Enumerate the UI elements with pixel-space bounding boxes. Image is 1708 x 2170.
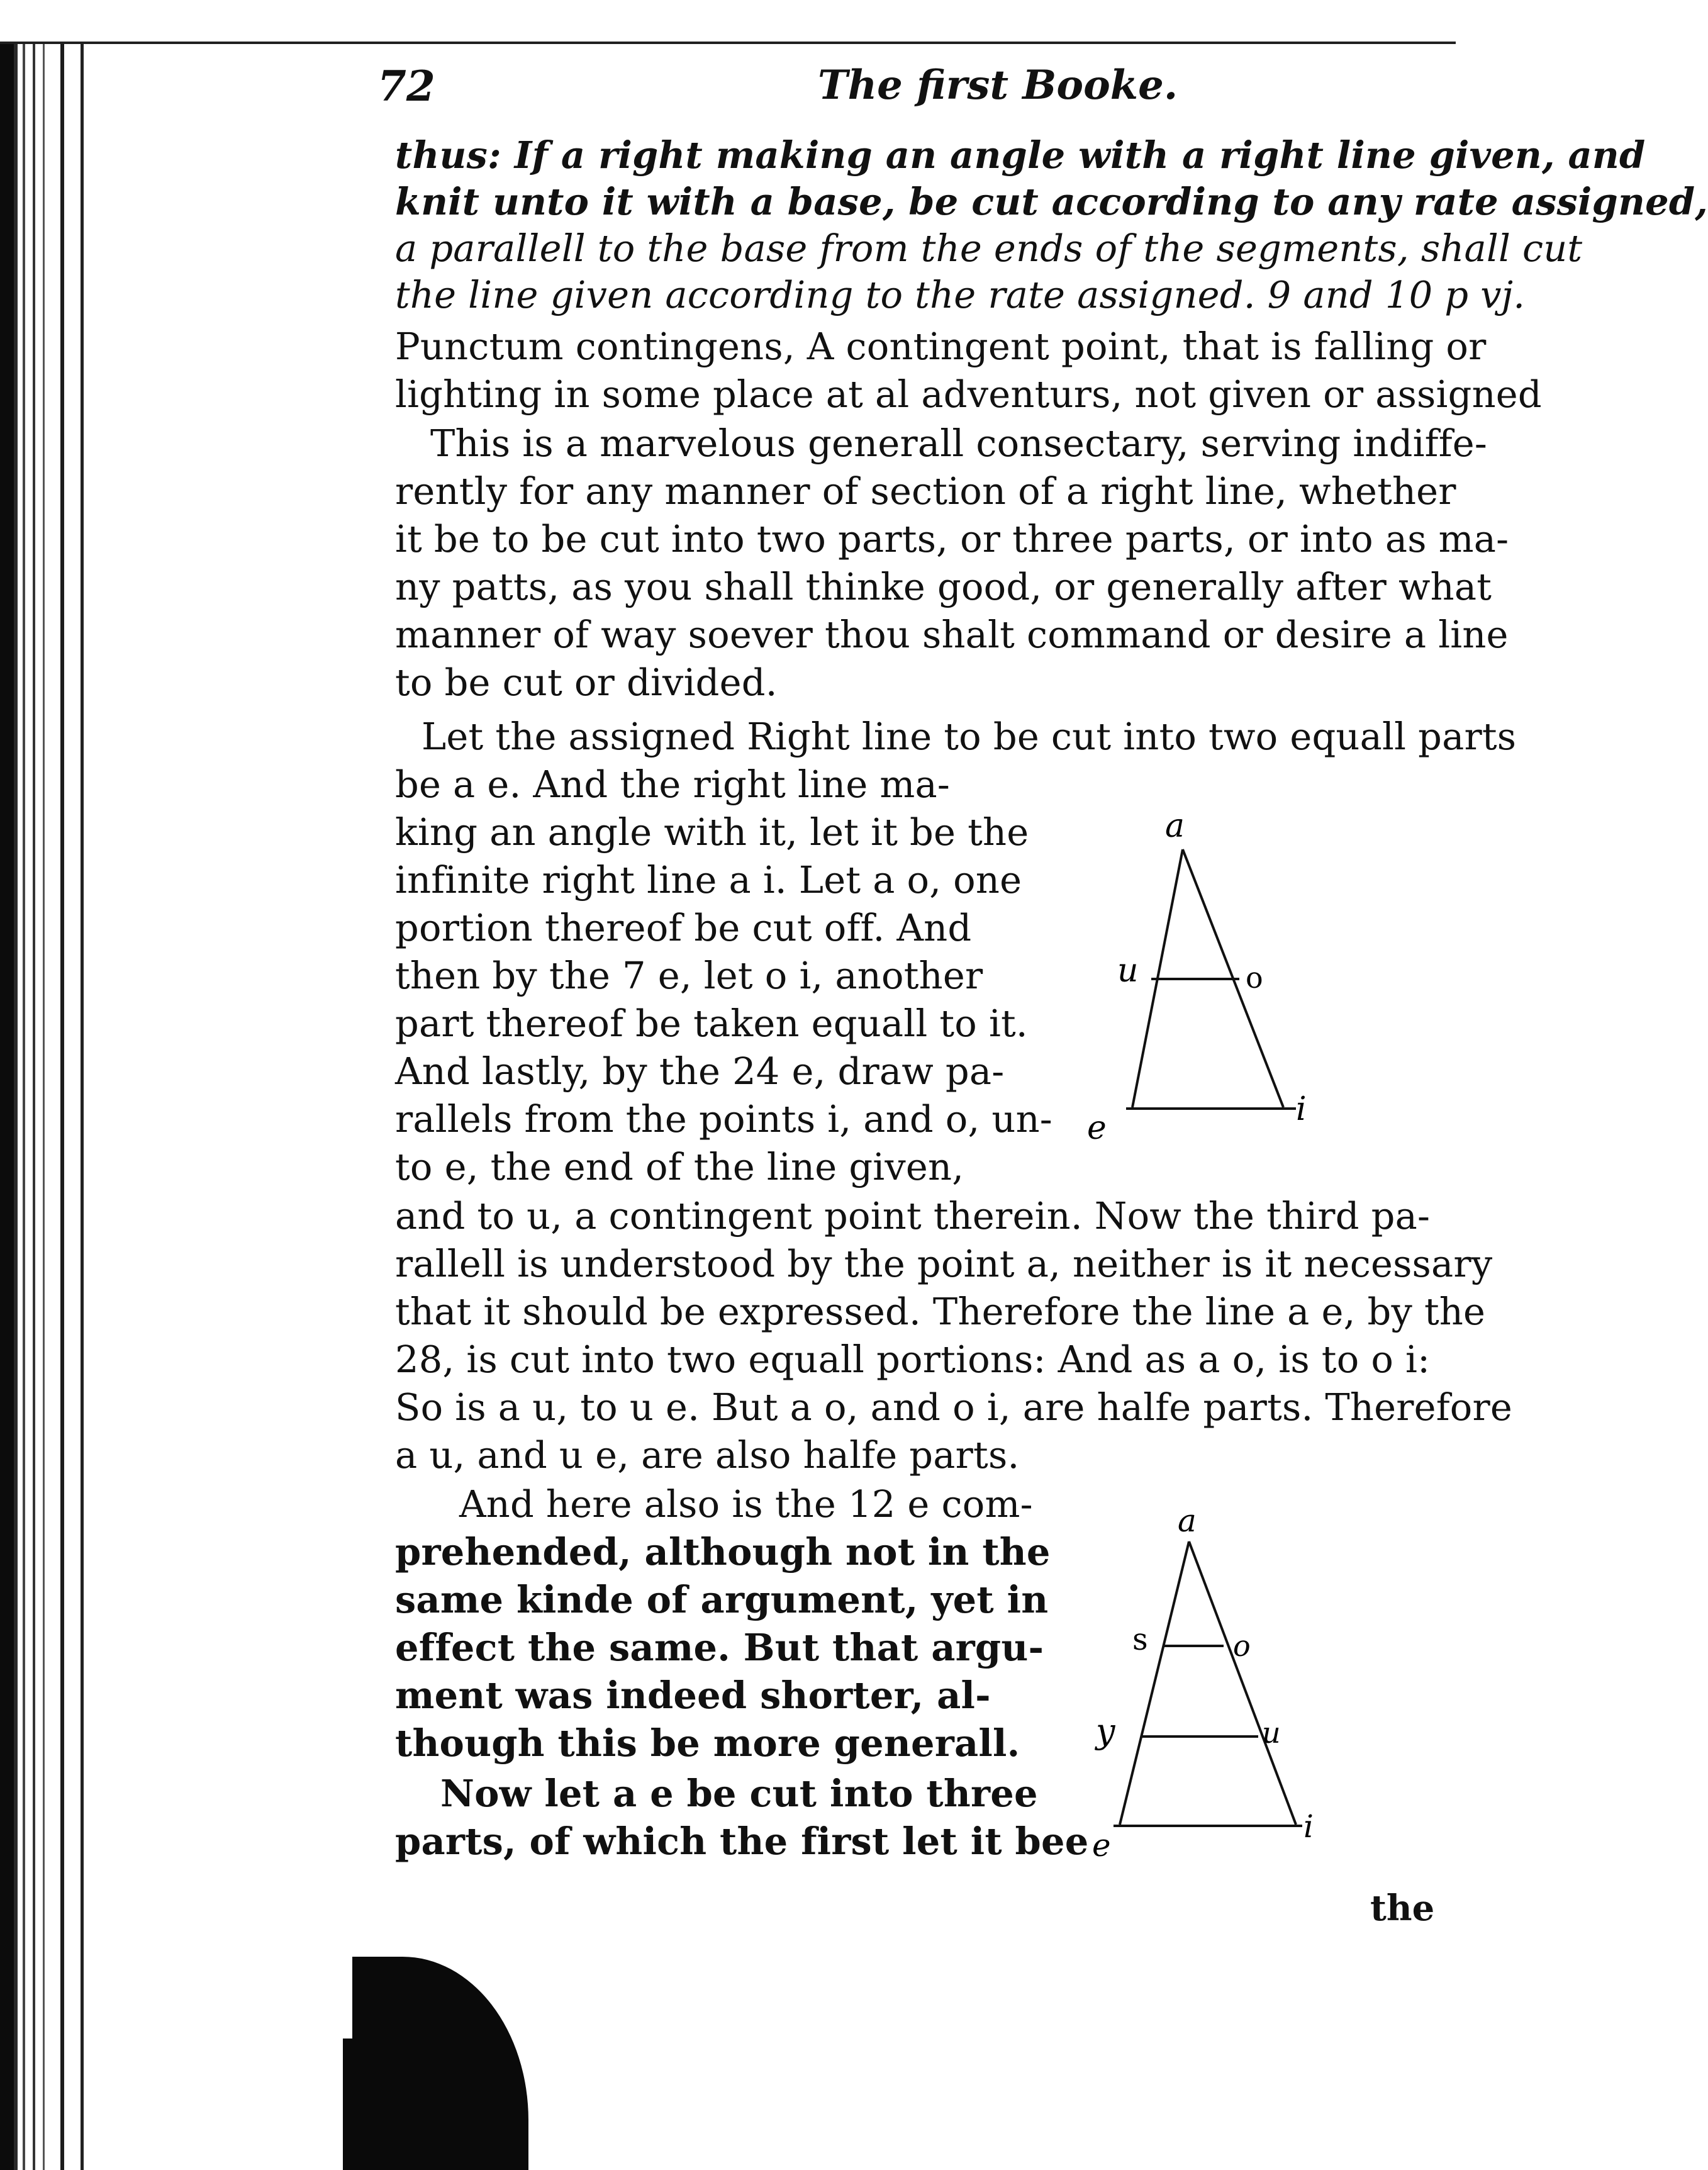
label-o: o — [1233, 1629, 1251, 1663]
text-line: rallels from the points i, and o, un- — [395, 1097, 1052, 1141]
text-line: infinite right line a i. Let a o, one — [395, 858, 1022, 902]
text-line: part thereof be taken equall to it. — [395, 1002, 1028, 1045]
text-line: ment was indeed shorter, al- — [395, 1674, 991, 1717]
scan-top-edge — [0, 42, 1456, 44]
label-u: u — [1262, 1716, 1281, 1750]
text-line: And here also is the 12 e com- — [459, 1482, 1033, 1526]
text-line: thus: If a right making an angle with a right line given, and — [395, 133, 1646, 177]
page-stack-edge — [14, 44, 53, 2170]
text-line: 28, is cut into two equall portions: And as a o, is to o i: — [395, 1338, 1431, 1381]
side-ai — [1189, 1541, 1296, 1825]
text-line: same kinde of argument, yet in — [395, 1578, 1049, 1621]
figure-triangle-three-parts — [1069, 1485, 1397, 1875]
text-line: that it should be expressed. Therefore the line a e, by the — [395, 1290, 1486, 1333]
text-line: the line given according to the rate assigned. 9 and 10 p vj. — [395, 273, 1526, 316]
text-line: So is a u, to u e. But a o, and o i, are halfe parts. Therefore — [395, 1385, 1513, 1429]
text-line: lighting in some place at al adventurs, not given or assigned — [395, 372, 1542, 416]
label-e: e — [1092, 1827, 1111, 1864]
text-line: Punctum contingens, A contingent point, that is falling or — [395, 325, 1487, 368]
text-line: effect the same. But that argu- — [395, 1626, 1044, 1669]
text-line: This is a marvelous generall consectary, serving indiffe- — [430, 422, 1487, 465]
ink-blot — [343, 2039, 381, 2170]
text-line: portion thereof be cut off. And — [395, 906, 972, 949]
catchword: the — [1370, 1888, 1435, 1929]
text-line: knit unto it with a base, be cut according to any rate assigned, — [395, 180, 1708, 223]
label-e: e — [1087, 1109, 1107, 1147]
page-stack-line — [60, 44, 64, 2170]
text-line: rently for any manner of section of a right line, whether — [395, 469, 1456, 513]
text-line: And lastly, by the 24 e, draw pa- — [395, 1049, 1005, 1093]
text-line: Let the assigned Right line to be cut into two equall parts — [421, 715, 1517, 758]
text-line: to e, the end of the line given, — [395, 1145, 964, 1188]
text-line: to be cut or divided. — [395, 661, 778, 704]
text-line: it be to be cut into two parts, or three parts, or into as ma- — [395, 517, 1509, 561]
text-line: rallell is understood by the point a, neither is it necessary — [395, 1242, 1493, 1285]
text-line: parts, of which the first let it bee — [395, 1820, 1089, 1863]
page-stack-line — [81, 44, 84, 2170]
side-ae — [1120, 1541, 1189, 1825]
text-line: a parallell to the base from the ends of the segments, shall cut — [395, 227, 1583, 270]
label-y: y — [1096, 1711, 1115, 1751]
text-line: Now let a e be cut into three — [440, 1772, 1038, 1815]
label-i: i — [1303, 1808, 1314, 1845]
text-line: prehended, although not in the — [395, 1530, 1051, 1574]
label-s: s — [1132, 1622, 1148, 1657]
text-line: then by the 7 e, let o i, another — [395, 954, 983, 997]
running-head: The first Booke. — [818, 62, 1178, 109]
label-a: a — [1165, 807, 1185, 845]
label-u: u — [1117, 952, 1139, 990]
figure-triangle-two-parts — [1057, 793, 1384, 1158]
label-o: o — [1246, 961, 1263, 995]
text-line: king an angle with it, let it be the — [395, 810, 1029, 854]
text-line: a u, and u e, are also halfe parts. — [395, 1433, 1020, 1477]
text-line: and to u, a contingent point therein. Now the third pa- — [395, 1194, 1431, 1238]
text-line: manner of way soever thou shalt command or desire a line — [395, 613, 1509, 656]
binding-edge — [0, 44, 14, 2170]
label-i: i — [1296, 1090, 1307, 1128]
text-line: be a e. And the right line ma- — [395, 763, 951, 806]
text-line: though this be more generall. — [395, 1721, 1020, 1765]
label-a: a — [1178, 1502, 1197, 1539]
page-number: 72 — [377, 62, 435, 111]
text-line: ny patts, as you shall thinke good, or generally after what — [395, 565, 1492, 608]
